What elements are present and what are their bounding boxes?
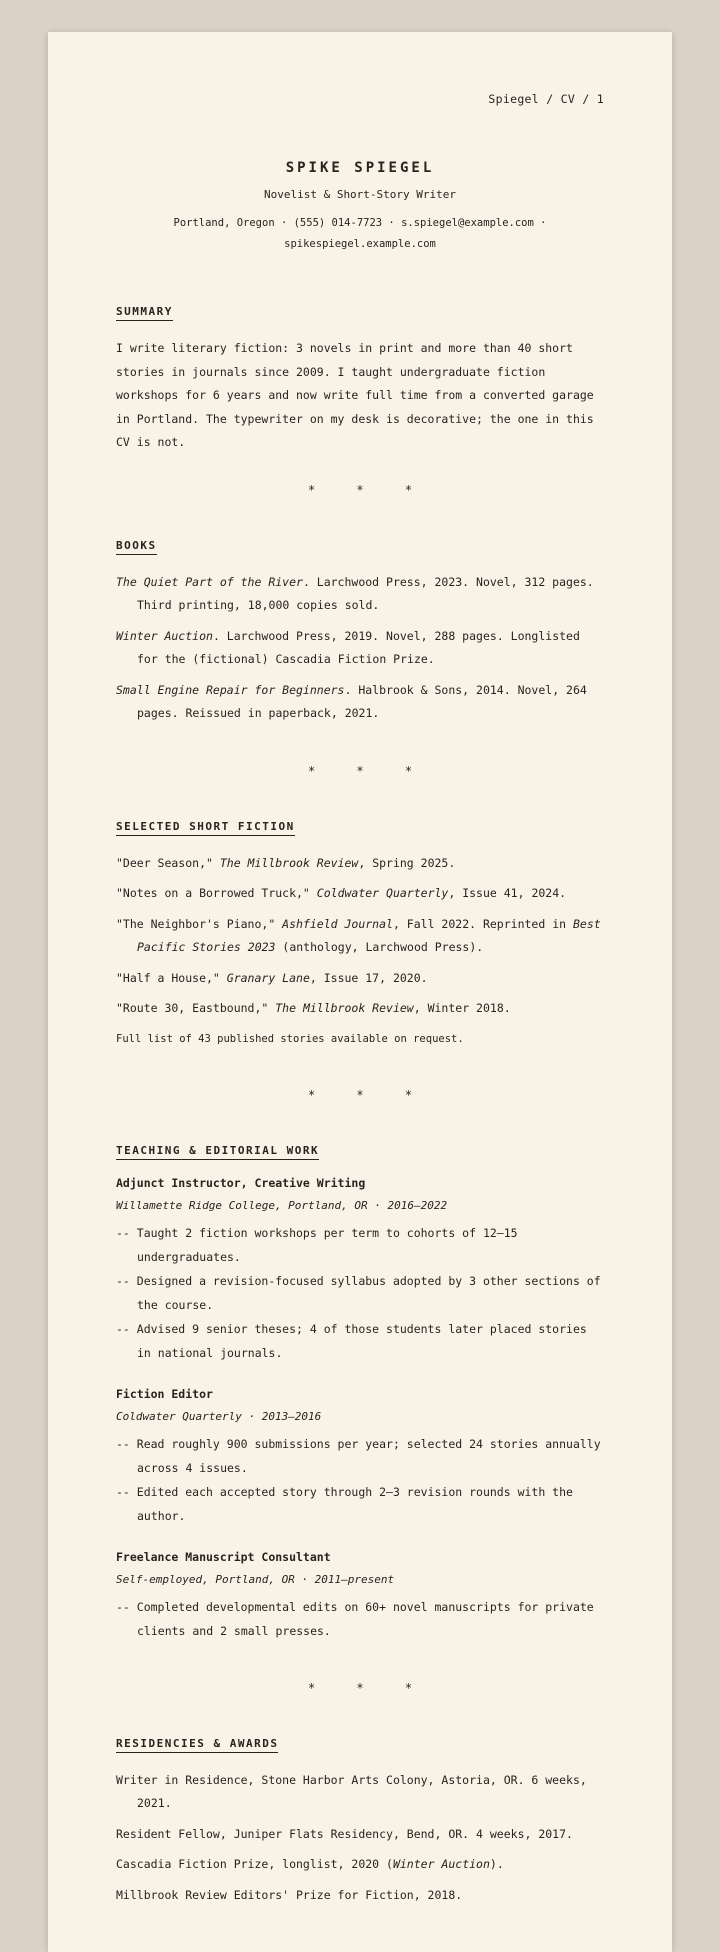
job-bullet: -- Advised 9 senior theses; 4 of those students later placed stories in national journals. (116, 1321, 587, 1360)
short-fiction-heading: SELECTED SHORT FICTION (116, 820, 295, 836)
teaching-section (116, 1139, 604, 1643)
job-block (116, 1174, 604, 1365)
author-role: Novelist & Short-Story Writer (263, 188, 457, 201)
contact-info (116, 213, 604, 255)
residencies-heading: RESIDENCIES & AWARDS (116, 1737, 278, 1753)
author-name: SPIKE SPIEGEL (285, 160, 435, 176)
book-title: Winter Auction (116, 628, 213, 643)
anthology-title: Best Pacific Stories 2023 (137, 916, 601, 954)
contact-line-2: spikespiegel.example.com (284, 238, 436, 250)
residencies-section (116, 1732, 604, 1908)
job-block (116, 1548, 604, 1643)
section-divider: * * * (307, 763, 413, 778)
section-divider: * * * (307, 1680, 413, 1695)
award-entry: Resident Fellow, Juniper Flats Residency, Bend, OR. 4 weeks, 2017. (116, 1826, 573, 1841)
contact-line-1: Portland, Oregon · (555) 014-7723 · s.spiegel@example.com · (173, 217, 547, 229)
journal-title: Granary Lane (226, 970, 310, 985)
book-entry: Small Engine Repair for Beginners. Halbrook & Sons, 2014. Novel, 264 pages. Reissued in paperback, 2021. (116, 682, 587, 720)
story-entry: "Route 30, Eastbound," The Millbrook Review, Winter 2018. (116, 1001, 511, 1015)
job-bullet: -- Completed developmental edits on 60+ novel manuscripts for private clients and 2 small presses. (116, 1599, 594, 1638)
summary-text: I write literary fiction: 3 novels in print and more than 40 short stories in journals since 2009. I taught undergraduate fiction workshops for 6 years and now write full time from a converted garage in Portland. The typewriter on my desk is decorative; the one in this CV is not. (116, 341, 594, 449)
job-title: Freelance Manuscript Consultant (116, 1549, 331, 1564)
teaching-heading: TEACHING & EDITORIAL WORK (116, 1144, 319, 1160)
job-block (116, 1385, 604, 1528)
section-divider: * * * (307, 482, 413, 497)
award-entry: Writer in Residence, Stone Harbor Arts Colony, Astoria, OR. 6 weeks, 2021. (116, 1772, 587, 1810)
journal-title: The Millbrook Review (275, 1001, 414, 1015)
cv-header (116, 32, 604, 255)
book-title: Small Engine Repair for Beginners (116, 682, 345, 697)
award-entry: Millbrook Review Editors' Prize for Fiction, 2018. (116, 1887, 463, 1902)
job-title: Adjunct Instructor, Creative Writing (116, 1175, 366, 1190)
award-entry: Cascadia Fiction Prize, longlist, 2020 (Winter Auction). (116, 1857, 504, 1871)
job-bullet: -- Read roughly 900 submissions per year; selected 24 stories annually across 4 issues. (116, 1436, 601, 1475)
book-title: The Quiet Part of the River (116, 574, 303, 589)
story-entry: "The Neighbor's Piano," Ashfield Journal, Fall 2022. Reprinted in Best Pacific Stories 2023 (anthology, Larchwood Press). (116, 916, 601, 954)
books-heading: BOOKS (116, 539, 157, 555)
job-bullet: -- Taught 2 fiction workshops per term to cohorts of 12–15 undergraduates. (116, 1225, 518, 1264)
job-bullet: -- Designed a revision-focused syllabus adopted by 3 other sections of the course. (116, 1273, 601, 1312)
cv-page (48, 32, 672, 1952)
story-entry: "Half a House," Granary Lane, Issue 17, 2020. (116, 970, 428, 985)
section-divider: * * * (307, 1087, 413, 1102)
job-title: Fiction Editor (116, 1386, 213, 1401)
summary-section (116, 300, 604, 455)
page-folio: Spiegel / CV / 1 (488, 92, 604, 106)
job-meta: Willamette Ridge College, Portland, OR · 2016–2022 (116, 1198, 448, 1212)
journal-title: Ashfield Journal (282, 916, 393, 931)
story-entry: "Notes on a Borrowed Truck," Coldwater Quarterly, Issue 41, 2024. (116, 886, 567, 900)
stories-note: Full list of 43 published stories available on request. (116, 1032, 464, 1045)
journal-title: Coldwater Quarterly (316, 886, 449, 900)
job-bullet: -- Edited each accepted story through 2–3 revision rounds with the author. (116, 1484, 573, 1523)
short-fiction-section (116, 815, 604, 1048)
job-meta: Self-employed, Portland, OR · 2011–present (116, 1572, 395, 1586)
book-title: Winter Auction (392, 1857, 490, 1871)
job-meta: Coldwater Quarterly · 2013–2016 (116, 1409, 322, 1423)
book-entry: The Quiet Part of the River. Larchwood Press, 2023. Novel, 312 pages. Third printing, 18,000 copies sold. (116, 574, 594, 612)
journal-title: The Millbrook Review (219, 855, 359, 870)
story-entry: "Deer Season," The Millbrook Review, Spring 2025. (116, 855, 456, 870)
summary-heading: SUMMARY (116, 305, 173, 321)
book-entry: Winter Auction. Larchwood Press, 2019. Novel, 288 pages. Longlisted for the (fictional) Cascadia Fiction Prize. (116, 628, 580, 666)
books-section (116, 534, 604, 726)
